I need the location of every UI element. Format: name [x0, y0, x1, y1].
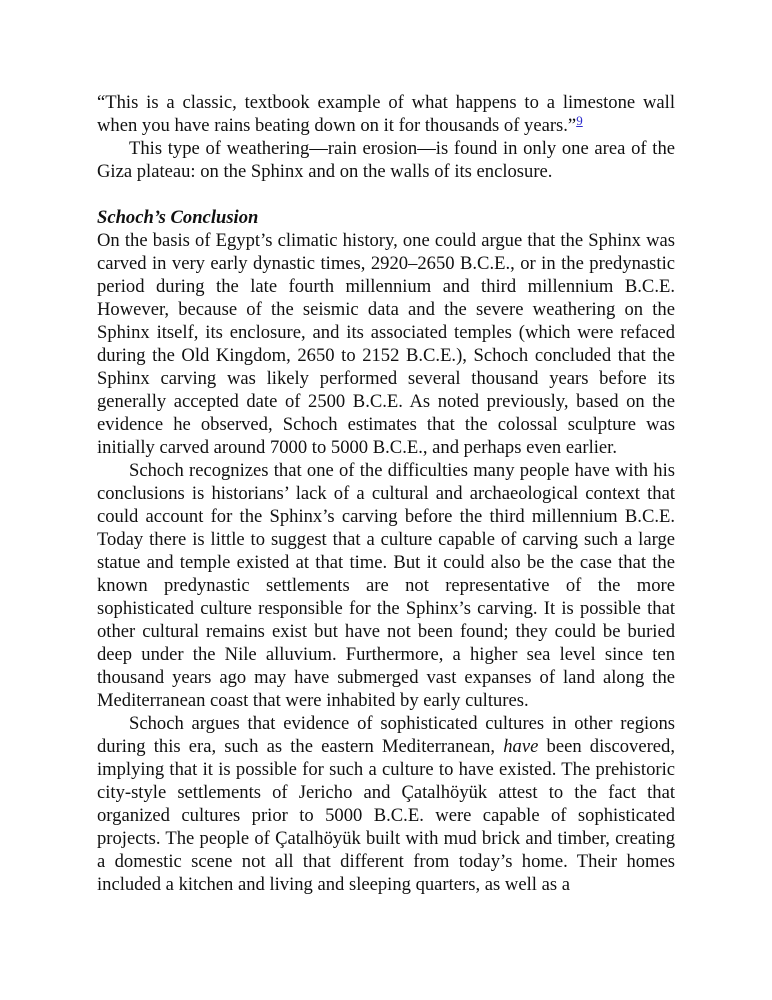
section-heading: Schoch’s Conclusion — [97, 207, 259, 228]
conclusion-paragraph-3 — [97, 712, 675, 896]
book-page — [97, 91, 675, 896]
quote-text: “This is a classic, textbook example of what happens to a limestone wall when you have rains beating down on it for thousands of years.” — [97, 92, 675, 136]
quote-paragraph — [97, 91, 675, 137]
weathering-paragraph: This type of weathering—rain erosion—is found in only one area of the Giza plateau: on the Sphinx and on the walls of its enclosure. — [97, 138, 675, 182]
footnote-link[interactable]: 9 — [576, 113, 583, 128]
conclusion-paragraph-1: On the basis of Egypt’s climatic history, one could argue that the Sphinx was carved in very early dynastic times, 2920–2650 B.C.E., or in the predynastic period during the late fourth millennium and third millennium B.C.E. However, because of the seismic data and the severe weathering on the Sphinx itself, its enclosure, and its associated temples (which were refaced during the Old Kingdom, 2650 to 2152 B.C.E.), Schoch concluded that the Sphinx carving was likely performed several thousand years before its generally accepted date of 2500 B.C.E. As noted previously, based on the evidence he observed, Schoch estimates that the colossal sculpture was initially carved around 7000 to 5000 B.C.E., and perhaps even earlier. — [97, 230, 675, 458]
paragraph-3-text-before: Schoch argues that evidence of sophisticated cultures in other regions during this era, such as the eastern Mediterranean, — [97, 713, 675, 757]
conclusion-paragraph-2: Schoch recognizes that one of the difficulties many people have with his conclusions is historians’ lack of a cultural and archaeological context that could account for the Sphinx’s carving before the third millennium B.C.E. Today there is little to suggest that a culture capable of carving such a large statue and temple existed at that time. But it could also be the case that the known predynastic settlements are not representative of the more sophisticated culture responsible for the Sphinx’s carving. It is possible that other cultural remains exist but have not been found; they could be buried deep under the Nile alluvium. Furthermore, a higher sea level since ten thousand years ago may have submerged vast expanses of land along the Mediterranean coast that were inhabited by early cultures. — [97, 460, 675, 711]
emphasis-word: have — [503, 736, 539, 757]
paragraph-3-text-after: been discovered, implying that it is possible for such a culture to have existed. The prehistoric city-style settlements of Jericho and Çatalhöyük attest to the fact that organized cultures prior to 5000 B.C.E. were capable of sophisticated projects. The people of Çatalhöyük built with mud brick and timber, creating a domestic scene not all that different from today’s home. Their homes included a kitchen and living and sleeping quarters, as well as a — [97, 736, 675, 895]
